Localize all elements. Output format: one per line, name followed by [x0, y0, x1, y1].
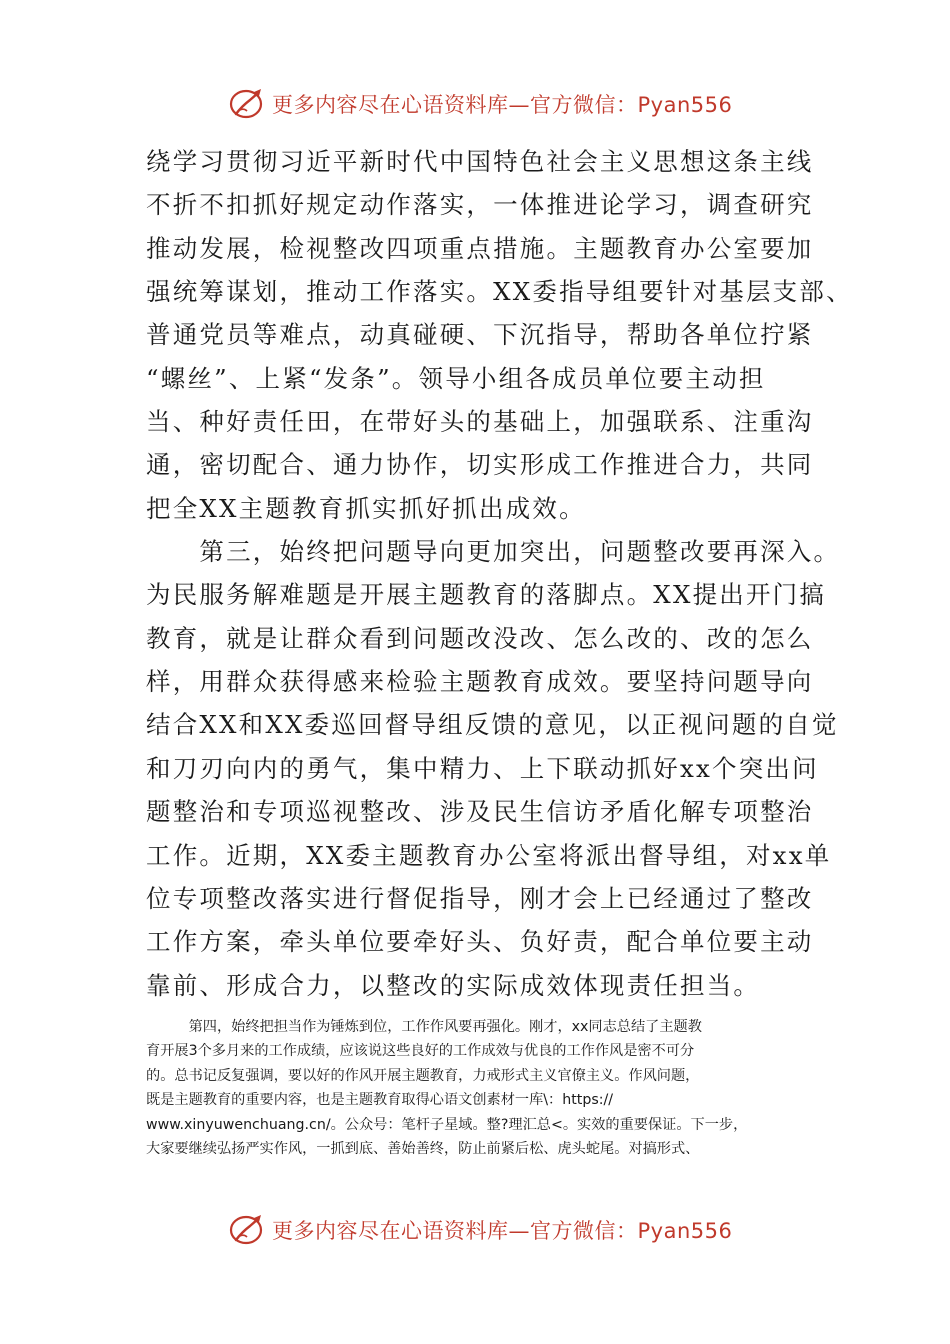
text-line: 工作。近期，XX委主题教育办公室将派出督导组，对xx单	[146, 840, 832, 870]
small-print-paragraph	[146, 1015, 814, 1161]
text-line: 绕学习贯彻习近平新时代中国特色社会主义思想这条主线	[146, 147, 814, 176]
text-line: 为民服务解难题是开展主题教育的落脚点。XX提出开门搞	[146, 580, 827, 610]
header-banner-text: 更多内容尽在心语资料库—官方微信：Pyan556	[272, 93, 733, 117]
text-line: 当、种好责任田，在带好头的基础上，加强联系、注重沟	[146, 407, 814, 437]
text-line: 推动发展，检视整改四项重点措施。主题教育办公室要加	[146, 233, 814, 263]
small-text-line: 育开展3个多月来的工作成绩，应该说这些良好的工作成效与优良的工作作风是密不可分	[146, 1043, 695, 1060]
text-line: 工作方案，牵头单位要牵好头、负好责，配合单位要主动	[146, 927, 814, 957]
text-line: 和刀刃向内的勇气，集中精力、上下联动抓好xx个突出问	[146, 753, 819, 783]
text-line: 把全XX主题教育抓实抓好抓出成效。	[146, 493, 586, 523]
pen-logo-icon	[228, 84, 268, 124]
text-line: 结合XX和XX委巡回督导组反馈的意见，以正视问题的自觉	[146, 710, 839, 740]
text-line: 样，用群众获得感来检验主题教育成效。要坚持问题导向	[146, 667, 814, 697]
text-line: 强统筹谋划，推动工作落实。XX委指导组要针对基层支部、	[146, 277, 853, 307]
text-line: 题整治和专项巡视整改、涉及民生信访矛盾化解专项整治	[146, 797, 814, 827]
text-line: 通，密切配合、通力协作，切实形成工作推进合力，共同	[146, 450, 814, 480]
header-banner	[228, 84, 748, 124]
small-text-line: 的。总书记反复强调，要以好的作风开展主题教育，力戒形式主义官僚主义。作风问题，	[146, 1067, 700, 1084]
text-line: 靠前、形成合力，以整改的实际成效体现责任担当。	[146, 970, 761, 1000]
text-line: 位专项整改落实进行督促指导，刚才会上已经通过了整改	[146, 883, 814, 913]
small-text-line: 大家要继续弘扬严实作风，一抓到底、善始善终，防止前紧后松、虎头蛇尾。对搞形式、	[146, 1140, 700, 1157]
text-line: “螺丝”、上紧“发条”。领导小组各成员单位要主动担	[146, 363, 766, 393]
footer-banner-text: 更多内容尽在心语资料库—官方微信：Pyan556	[272, 1219, 733, 1243]
footer-banner	[228, 1210, 748, 1250]
paragraph-three-start: 第三，始终把问题导向更加突出，问题整改要再深入。	[146, 537, 841, 567]
small-text-line: 既是主题教育的重要内容，也是主题教育取得心语文创素材一库\：https://	[146, 1092, 614, 1109]
pen-logo-icon	[228, 1210, 268, 1250]
text-line: 教育，就是让群众看到问题改没改、怎么改的、改的怎么	[146, 623, 814, 653]
small-text-line: www.xinyuwenchuang.cn/。公众号：笔杆子星域。整?理汇总<。实效的重要保证。下一步，	[146, 1116, 748, 1133]
small-text-line: 第四，始终把担当作为锤炼到位，工作作风要再强化。刚才，xx同志总结了主题教	[146, 1019, 702, 1035]
text-line: 不折不扣抓好规定动作落实，一体推进论学习，调查研究	[146, 190, 814, 220]
text-line: 普通党员等难点，动真碰硬、下沉指导，帮助各单位拧紧	[146, 320, 814, 350]
main-body-text	[146, 140, 853, 1007]
